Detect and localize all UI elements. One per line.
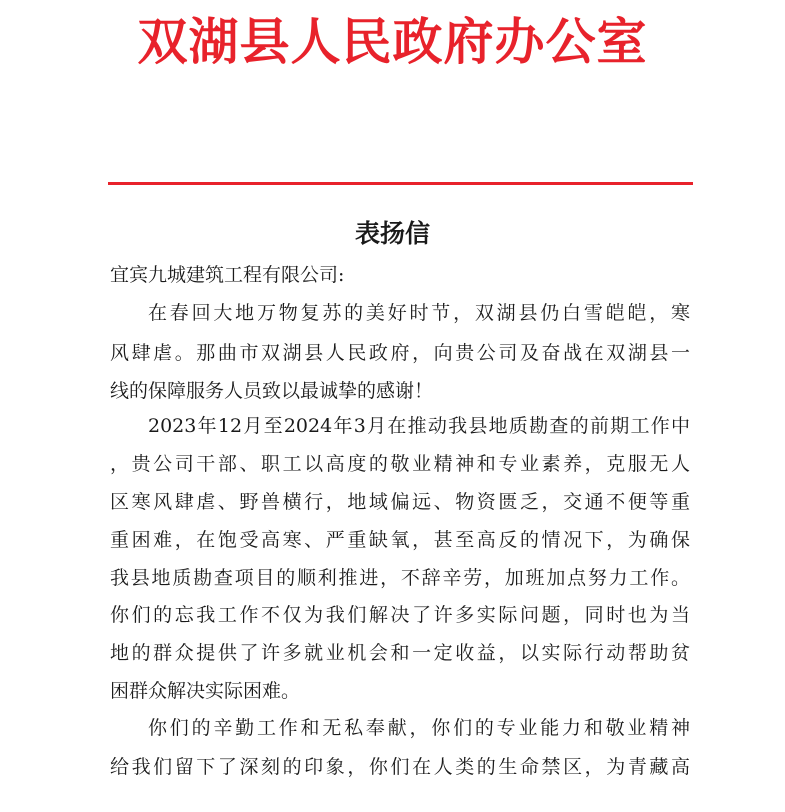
paragraph-3-line-2: 给我们留下了深刻的印象，你们在人类的生命禁区，为青藏高 bbox=[110, 756, 690, 778]
paragraph-2-line-6: 你们的忘我工作不仅为我们解决了许多实际问题，同时也为当 bbox=[110, 604, 690, 626]
paragraph-1-line-2: 风肆虐。那曲市双湖县人民政府，向贵公司及奋战在双湖县一 bbox=[110, 342, 690, 364]
paragraph-1-line-1: 在春回大地万物复苏的美好时节，双湖县仍白雪皑皑，寒 bbox=[148, 302, 690, 324]
paragraph-1-line-3: 线的保障服务人员致以最诚挚的感谢！ bbox=[110, 380, 434, 402]
paragraph-2-line-3: 区寒风肆虐、野兽横行，地域偏远、物资匮乏，交通不便等重 bbox=[110, 491, 690, 513]
paragraph-2-line-1: 2023年12月至2024年3月在推动我县地质勘查的前期工作中 bbox=[148, 415, 690, 437]
paragraph-2-line-5: 我县地质勘查项目的顺利推进，不辞辛劳，加班加点努力工作。 bbox=[110, 567, 690, 589]
salutation: 宜宾九城建筑工程有限公司: bbox=[110, 264, 345, 286]
paragraph-2-line-2: ，贵公司干部、职工以高度的敬业精神和专业素养，克服无人 bbox=[110, 453, 690, 475]
paragraph-2-line-4: 重困难，在饱受高寒、严重缺氧，甚至高反的情况下，为确保 bbox=[110, 529, 690, 551]
paragraph-3-line-1: 你们的辛勤工作和无私奉献，你们的专业能力和敬业精神 bbox=[148, 717, 690, 739]
letterhead-title: 双湖县人民政府办公室 bbox=[137, 12, 648, 71]
paragraph-2-line-7: 地的群众提供了许多就业机会和一定收益，以实际行动帮助贫 bbox=[110, 642, 690, 664]
document-title: 表扬信 bbox=[354, 219, 430, 248]
paragraph-2-line-8: 困群众解决实际困难。 bbox=[110, 680, 301, 702]
letterhead-red-rule bbox=[108, 182, 693, 185]
